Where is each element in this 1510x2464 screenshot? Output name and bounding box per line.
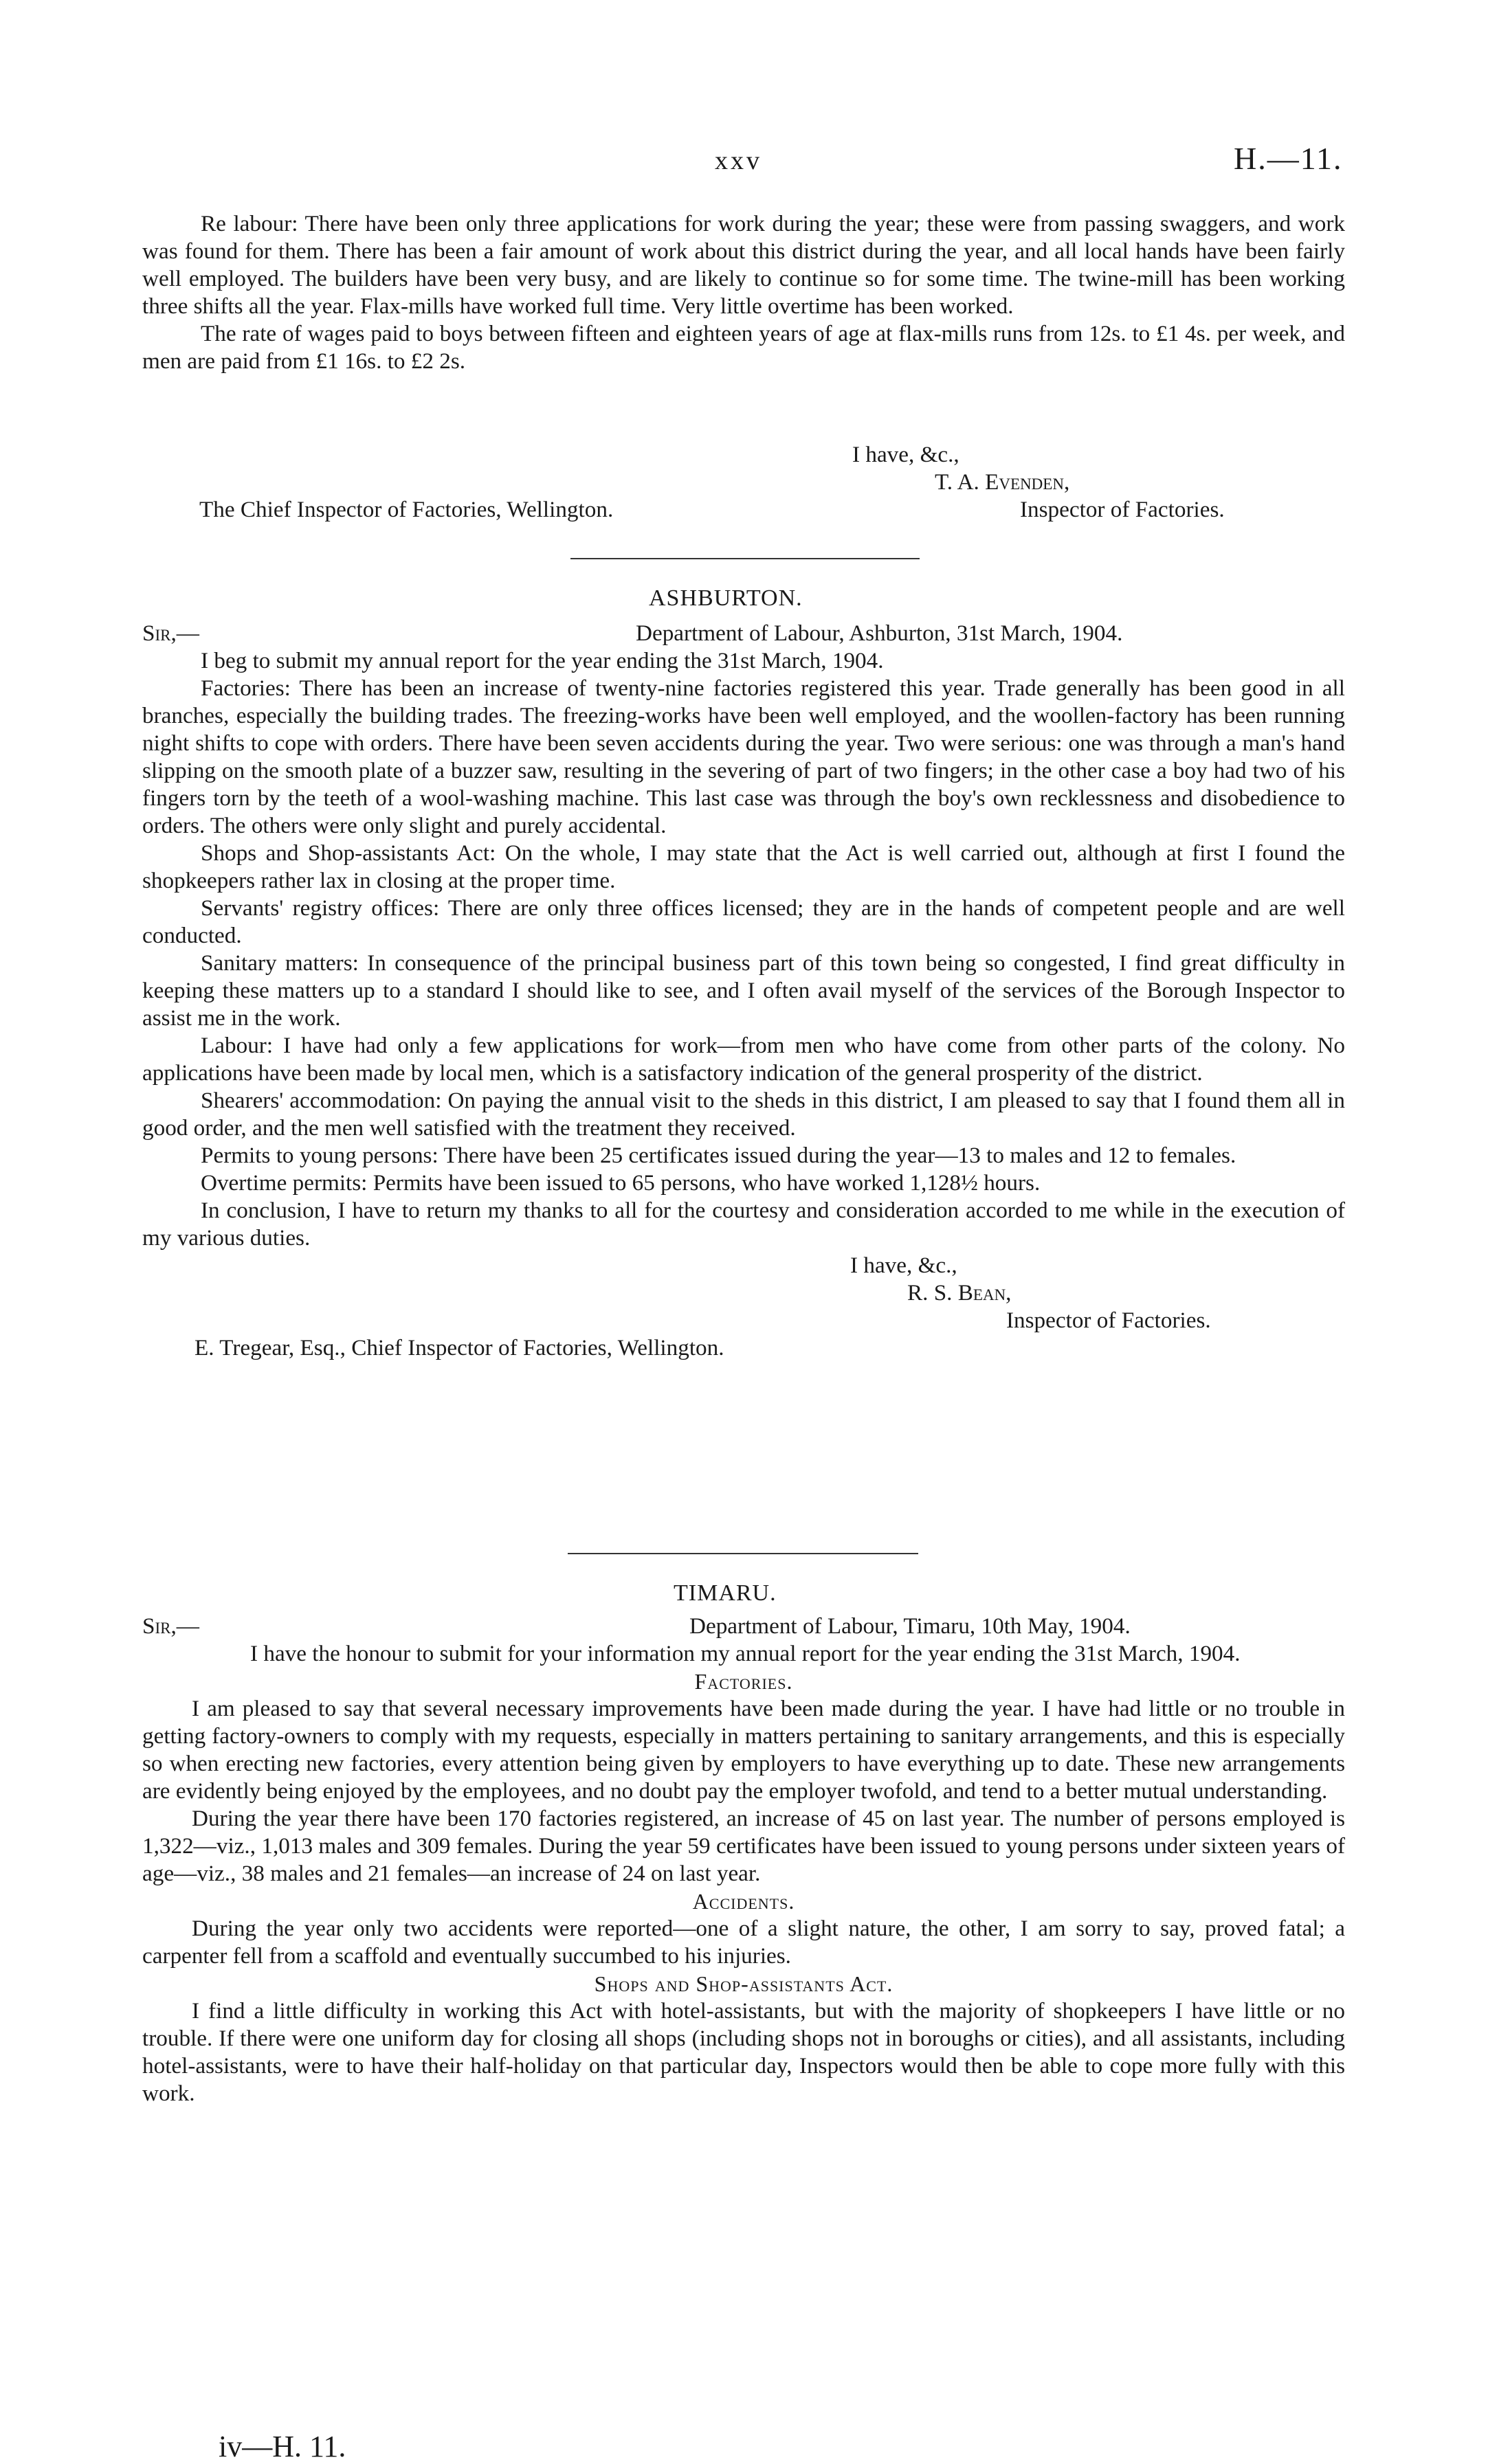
section-divider xyxy=(568,1553,918,1554)
page-number: xxv xyxy=(715,146,762,175)
paragraph: Servants' registry offices: There are only three offices licensed; they are in the hands of competent people and are well conducted. xyxy=(142,895,1345,948)
signer-title: Inspector of Factories. xyxy=(1006,1308,1211,1333)
paragraph: I have the honour to submit for your information my annual report for the year ending the 31st March, 1904. xyxy=(250,1641,1241,1666)
signer-name: T. A. Evenden, xyxy=(935,469,1070,495)
signer-title: Inspector of Factories. xyxy=(1020,497,1225,522)
paragraph: I beg to submit my annual report for the year ending the 31st March, 1904. xyxy=(201,648,884,673)
paragraph: Shearers' accommodation: On paying the annual visit to the sheds in this district, I am pleased to say that I found them all in good order, and the men well satisfied with the treatment they received. xyxy=(142,1088,1345,1141)
salutation: Sir,— xyxy=(142,1613,199,1639)
paragraph: In conclusion, I have to return my thanks to all for the courtesy and consideration accorded to me while in the execution of my various duties. xyxy=(142,1198,1345,1251)
section-title-ashburton: ASHBURTON. xyxy=(649,585,803,611)
paragraph: Factories: There has been an increase of twenty-nine factories registered this year. Trade generally has been good in all branches, especially the building trades. The freezing-works have been well employed, and the woollen-factory has been running night shifts to cope with orders. There have been seven accidents during the year. Two were serious: one was through a man's hand slipping on the smooth plate of a buzzer saw, resulting in the severing of part of two fingers; in the other case a boy had two of his fingers torn by the teeth of a wool-washing machine. This last case was through the boy's own recklessness and disobedience to orders. The others were only slight and purely accidental. xyxy=(142,675,1345,838)
addressee: The Chief Inspector of Factories, Wellington. xyxy=(199,497,614,522)
paragraph: Sanitary matters: In consequence of the principal business part of this town being so congested, I find great difficulty in keeping these matters up to a standard I should like to see, and I often avail myself of the services of the Borough Inspector to assist me in the work. xyxy=(142,950,1345,1031)
subheading-shops-act: Shops and Shop-assistants Act. xyxy=(594,1971,893,1996)
report-code: H.—11. xyxy=(1234,141,1343,176)
closing: I have, &c., xyxy=(852,442,959,467)
paragraph: I am pleased to say that several necessary improvements have been made during the year. I have had little or no trouble in getting factory-owners to comply with my requests, especially in matters pertaining to sanitary arrangements, and this is especially so when erecting new factories, every attention being given by employers to have everything up to date. These new arrangements are evidently being enjoyed by the employees, and no doubt pay the employer twofold, and tend to a better mutual understanding. xyxy=(142,1696,1345,1804)
dateline: Department of Labour, Ashburton, 31st March, 1904. xyxy=(636,620,1123,646)
dateline: Department of Labour, Timaru, 10th May, 1904. xyxy=(689,1613,1131,1639)
ashburton-section xyxy=(142,620,1345,1362)
paragraph: During the year there have been 170 factories registered, an increase of 45 on last year. The number of persons employed is 1,322—viz., 1,013 males and 309 females. During the year 59 certificates have been issued to young persons under sixteen years of age—viz., 38 males and 21 females—an increase of 24 on last year. xyxy=(142,1806,1345,1886)
salutation: Sir,— xyxy=(142,620,199,646)
evenden-signoff xyxy=(142,441,1345,524)
paragraph: Overtime permits: Permits have been issued to 65 persons, who have worked 1,128½ hours. xyxy=(201,1170,1041,1196)
paragraph: Shops and Shop-assistants Act: On the whole, I may state that the Act is well carried out, although at first I found the shopkeepers rather lax in closing at the proper time. xyxy=(142,840,1345,893)
paragraph: Permits to young persons: There have been 25 certificates issued during the year—13 to males and 12 to females. xyxy=(201,1143,1236,1168)
subheading-accidents: Accidents. xyxy=(692,1889,795,1914)
section-divider xyxy=(570,558,920,559)
closing: I have, &c., xyxy=(850,1253,957,1278)
paragraph: I find a little difficulty in working this Act with hotel-assistants, but with the majority of shopkeepers I have little or no trouble. If there were one uniform day for closing all shops (including shops not in boroughs or cities), and all assistants, including hotel-assistants, were to have their half-holiday on that particular day, Inspectors would then be able to cope more fully with this work. xyxy=(142,1998,1345,2106)
paragraph: Labour: I have had only a few applications for work—from men who have come from other parts of the colony. No applications have been made by local men, which is a satisfactory indication of the general prosperity of the district. xyxy=(142,1033,1345,1086)
addressee: E. Tregear, Esq., Chief Inspector of Factories, Wellington. xyxy=(195,1335,724,1360)
evenden-section xyxy=(142,210,1345,375)
paragraph: The rate of wages paid to boys between fifteen and eighteen years of age at flax-mills runs from 12s. to £1 4s. per week, and men are paid from £1 16s. to £2 2s. xyxy=(142,321,1345,374)
subheading-factories: Factories. xyxy=(694,1669,793,1694)
signer-name: R. S. Bean, xyxy=(907,1280,1012,1306)
signature-mark: iv—H. 11. xyxy=(219,2430,346,2463)
paragraph: Re labour: There have been only three applications for work during the year; these were from passing swaggers, and work was found for them. There has been a fair amount of work about this district during the year, and all local hands have been fairly well employed. The builders have been very busy, and are likely to continue so for some time. The twine-mill has been working three shifts all the year. Flax-mills have worked full time. Very little overtime has been worked. xyxy=(142,211,1345,319)
timaru-section xyxy=(142,1613,1345,2107)
section-title-timaru: TIMARU. xyxy=(674,1580,777,1606)
paragraph: During the year only two accidents were reported—one of a slight nature, the other, I am sorry to say, proved fatal; a carpenter fell from a scaffold and eventually succumbed to his injuries. xyxy=(142,1916,1345,1969)
